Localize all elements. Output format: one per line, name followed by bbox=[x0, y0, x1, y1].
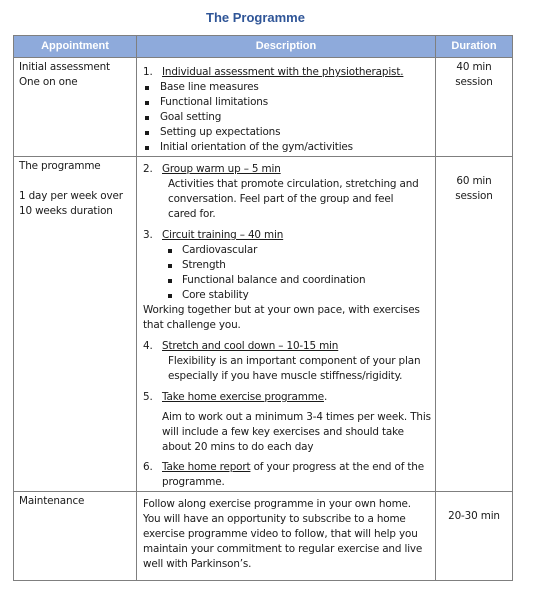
bullet-list bbox=[143, 80, 430, 155]
duration-line: 60 min bbox=[456, 175, 492, 187]
body-line: maintain your commitment to regular exercise and live bbox=[143, 543, 423, 555]
item-heading: Stretch and cool down – 10-15 min bbox=[162, 340, 339, 352]
duration-cell bbox=[436, 157, 513, 492]
body-line: that challenge you. bbox=[143, 319, 241, 331]
item-heading: Circuit training – 40 min bbox=[162, 229, 284, 241]
body-line: about 20 mins to do each day bbox=[162, 441, 314, 453]
body-line: well with Parkinson’s. bbox=[143, 558, 252, 570]
item-heading: Take home exercise programme bbox=[162, 391, 324, 403]
body-line: exercise programme video to follow, that will help you bbox=[143, 528, 418, 540]
body-line: programme. bbox=[162, 476, 225, 488]
body-line: Working together but at your own pace, with exercises bbox=[143, 304, 420, 316]
item-heading: Take home report bbox=[162, 461, 251, 473]
appointment-line: Initial assessment bbox=[19, 61, 110, 73]
list-item: Base line measures bbox=[143, 80, 430, 95]
bullet-list bbox=[143, 243, 430, 303]
duration-line: 20-30 min bbox=[448, 510, 500, 522]
item-number: 1. bbox=[143, 66, 153, 78]
numbered-item bbox=[143, 65, 430, 80]
item-number: 2. bbox=[143, 163, 153, 175]
duration-line: session bbox=[455, 190, 493, 202]
appointment-line: The programme bbox=[19, 160, 101, 172]
table-header-row bbox=[14, 36, 513, 58]
table-row bbox=[14, 492, 513, 581]
header-duration: Duration bbox=[436, 36, 513, 58]
numbered-item bbox=[143, 390, 430, 405]
body-line: will include a few key exercises and should take bbox=[162, 426, 404, 438]
numbered-item bbox=[143, 339, 430, 354]
body-line: Follow along exercise programme in your own home. bbox=[143, 498, 411, 510]
numbered-item bbox=[143, 162, 430, 177]
item-body bbox=[143, 177, 430, 222]
item-number: 6. bbox=[143, 461, 153, 473]
body-line: Flexibility is an important component of your plan bbox=[168, 355, 421, 367]
item-number: 5. bbox=[143, 391, 153, 403]
appointment-line: 10 weeks duration bbox=[19, 205, 113, 217]
body-line: Activities that promote circulation, stretching and bbox=[168, 178, 419, 190]
description-cell bbox=[137, 157, 436, 492]
body-line: especially if you have muscle stiffness/rigidity. bbox=[168, 370, 403, 382]
item-after-text bbox=[143, 303, 430, 333]
appointment-line: One on one bbox=[19, 76, 78, 88]
appointment-line: 1 day per week over bbox=[19, 190, 123, 202]
header-appointment: Appointment bbox=[14, 36, 137, 58]
duration-line: session bbox=[455, 76, 493, 88]
item-heading-suffix: . bbox=[323, 391, 328, 403]
list-item: Functional limitations bbox=[143, 95, 430, 110]
body-line: cared for. bbox=[168, 208, 216, 220]
header-description: Description bbox=[137, 36, 436, 58]
numbered-item bbox=[143, 460, 430, 490]
list-item: Core stability bbox=[143, 288, 430, 303]
appointment-line: Maintenance bbox=[19, 495, 85, 507]
duration-cell bbox=[436, 58, 513, 157]
table-row bbox=[14, 157, 513, 492]
list-item: Functional balance and coordination bbox=[143, 273, 430, 288]
item-number: 3. bbox=[143, 229, 153, 241]
programme-table bbox=[13, 35, 513, 581]
duration-line: 40 min bbox=[456, 61, 492, 73]
item-number: 4. bbox=[143, 340, 153, 352]
item-heading-suffix: of your progress at the end of the bbox=[250, 461, 424, 473]
item-heading: Individual assessment with the physiotherapist. bbox=[162, 66, 404, 78]
page-title: The Programme bbox=[206, 10, 305, 25]
appointment-cell bbox=[14, 492, 137, 581]
list-item: Setting up expectations bbox=[143, 125, 430, 140]
description-cell bbox=[137, 492, 436, 581]
body-line: Aim to work out a minimum 3-4 times per week. This bbox=[162, 411, 431, 423]
appointment-cell bbox=[14, 157, 137, 492]
list-item: Strength bbox=[143, 258, 430, 273]
item-body bbox=[143, 410, 430, 455]
list-item: Cardiovascular bbox=[143, 243, 430, 258]
table-row bbox=[14, 58, 513, 157]
duration-cell bbox=[436, 492, 513, 581]
item-heading: Group warm up – 5 min bbox=[162, 163, 281, 175]
body-line: conversation. Feel part of the group and feel bbox=[168, 193, 394, 205]
numbered-item bbox=[143, 228, 430, 243]
list-item: Goal setting bbox=[143, 110, 430, 125]
body-line: You will have an opportunity to subscribe to a home bbox=[143, 513, 406, 525]
description-cell bbox=[137, 58, 436, 157]
appointment-cell bbox=[14, 58, 137, 157]
list-item: Initial orientation of the gym/activities bbox=[143, 140, 430, 155]
item-body bbox=[143, 354, 430, 384]
